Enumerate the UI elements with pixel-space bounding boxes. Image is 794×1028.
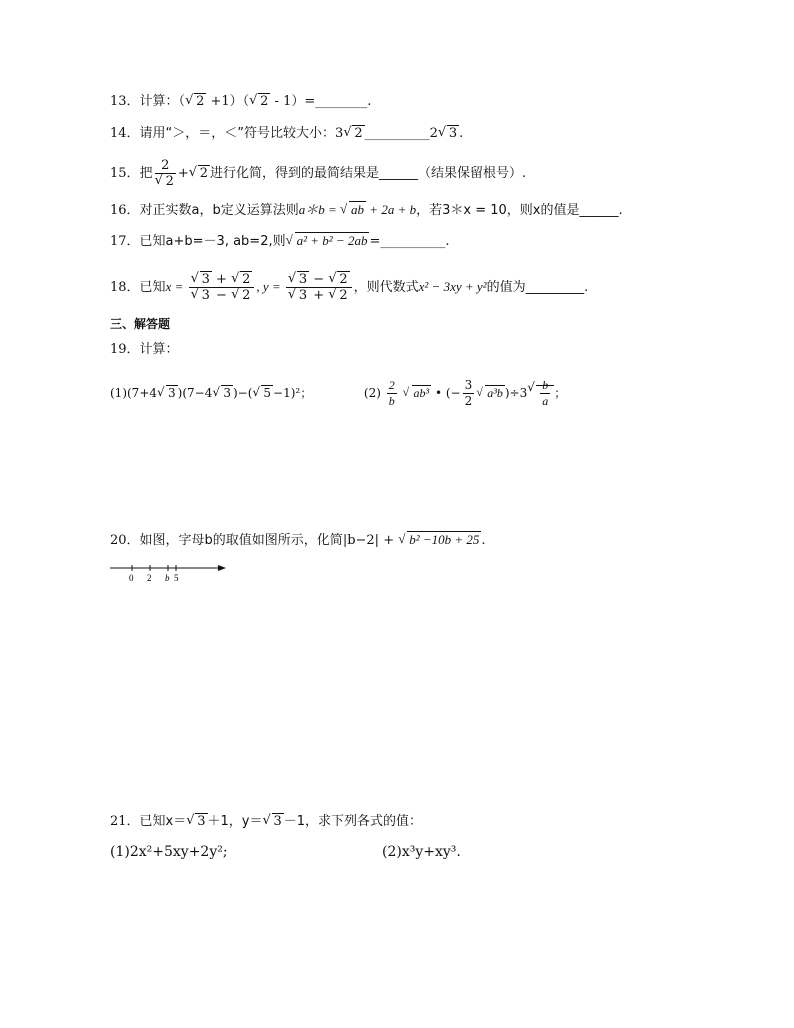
number-line — [110, 560, 240, 584]
tick-label-b: b — [165, 573, 170, 583]
question-19-parts: (1)(7+4√ 3 )(7−4√ 3 )−(√ 5 −1)²； (2) $\frac{2}{b}$ √ ab³ • (− $\frac{3}{2}$ √ a³b )÷3 √ $\frac{b}{a}$ ； — [110, 378, 566, 409]
question-13: 13．计算：（√ 2 +1）（√ 2 - 1）=________. — [110, 92, 371, 112]
question-18: 18．已知x = √ 3 + √ 2 √ 3 − √ 2 , y = √ 3 − √ 2 √ 3 + √ 2 ，则代数式x² − 3xy + y²的值为_________. — [110, 272, 588, 303]
question-19: 19．计算： — [110, 342, 179, 357]
question-17: 17．已知a+b=－3, ab=2,则√ a² + b² − 2ab =__________. — [110, 231, 449, 252]
question-20: 20．如图，字母b的取值如图所示，化简|b−2| + √ b² −10b + 25 . — [110, 530, 486, 551]
section-heading: 三、解答题 — [110, 317, 171, 331]
tick-label-5: 5 — [174, 573, 179, 583]
tick-label-2: 2 — [147, 573, 152, 583]
question-21: 21．已知x＝√ 3 ＋1，y＝√ 3 －1，求下列各式的值： — [110, 812, 422, 832]
arrow-icon — [218, 565, 226, 571]
tick-label-0: 0 — [129, 573, 134, 583]
question-15: 15．把 2 √ 2 +√ 2 进行化简，得到的最简结果是______（结果保留根号）. — [110, 158, 526, 189]
question-21-part-2: (2)x³y+xy³. — [382, 844, 461, 860]
question-14: 14．请用“＞，＝，＜”符号比较大小：3√ 2 __________2√ 3 . — [110, 124, 463, 144]
question-16: 16．对正实数a，b定义运算法则a＊b = √ ab + 2a + b，若3＊x = 10，则x的值是______. — [110, 200, 623, 221]
question-21-part-1: (1)2x²+5xy+2y²; — [110, 844, 228, 860]
